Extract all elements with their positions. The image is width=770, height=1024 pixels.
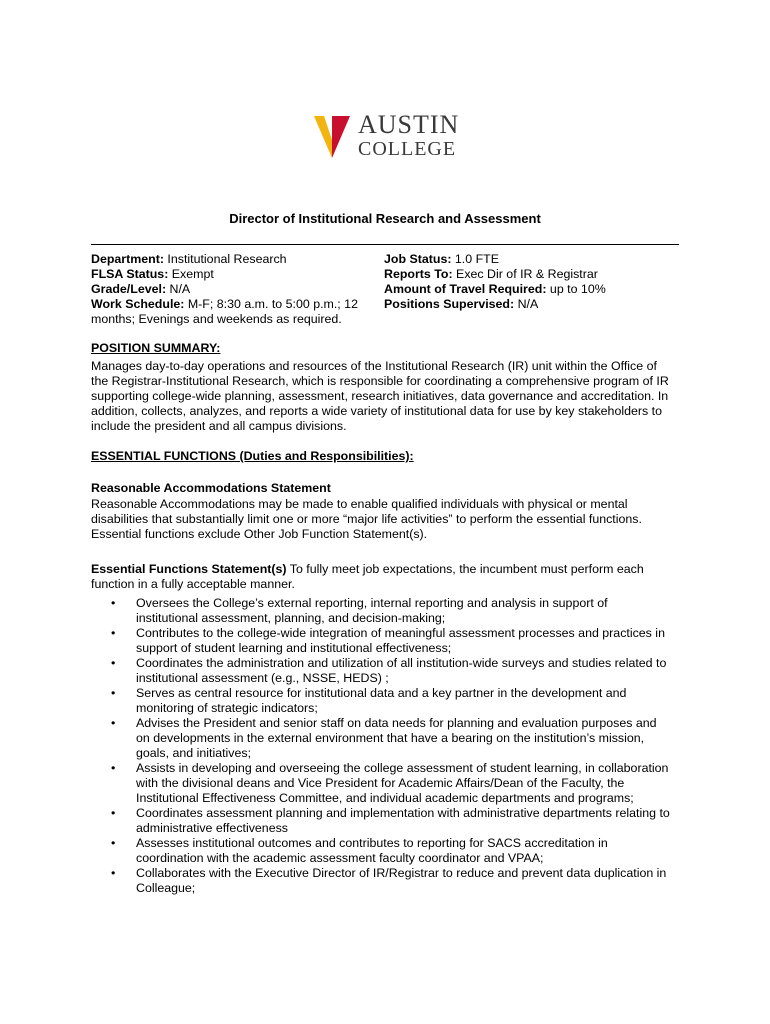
list-item: • Oversees the College’s external reporting, internal reporting and analysis in support of institutional assessment, planning, and decision-making; <box>111 596 608 625</box>
position-summary-text <box>91 359 669 434</box>
logo-college-text: COLLEGE <box>358 138 457 160</box>
functions-statement-line2: function in a fully acceptable manner. <box>91 577 295 591</box>
department-label: Department: <box>91 252 164 266</box>
job-status-value: 1.0 FTE <box>451 252 499 266</box>
positions-supervised-value: N/A <box>514 297 539 311</box>
schedule-value-line2: months; Evenings and weekends as required. <box>91 312 342 326</box>
department-value: Institutional Research <box>163 252 287 266</box>
functions-statement-text: To fully meet job expectations, the incumbent must perform each <box>286 562 644 576</box>
accommodations-heading: Reasonable Accommodations Statement <box>91 481 331 495</box>
page-title: Director of Institutional Research and Assessment <box>229 211 541 226</box>
accommodations-line: Essential functions exclude Other Job Function Statement(s). <box>91 527 428 541</box>
positions-supervised-label: Positions Supervised: <box>384 297 515 311</box>
schedule-label: Work Schedule: <box>91 297 185 311</box>
summary-line: the Registrar-Institutional Research, which is responsible for coordinating a comprehensive program of IR <box>91 374 669 388</box>
reports-to-label: Reports To: <box>384 267 453 281</box>
austin-college-logo <box>312 112 462 166</box>
functions-statement <box>91 562 644 592</box>
list-item: • Coordinates the administration and utilization of all institution-wide surveys and studies related to institutional assessment (e.g., NSSE, HEDS) ; <box>111 656 667 685</box>
list-item: • Assists in developing and overseeing the college assessment of student learning, in collaboration with the divisional deans and Vice President for Academic Affairs/Dean of the Faculty, the Institutional Effectiveness Committee, and individual academic departments and programs; <box>111 761 669 805</box>
accommodations-line: disabilities that substantially limit one or more “major life activities” to perform the essential functions. <box>91 512 642 526</box>
job-details-right <box>384 252 606 312</box>
list-item: • Collaborates with the Executive Director of IR/Registrar to reduce and prevent data duplication in Colleague; <box>111 866 667 895</box>
grade-value: N/A <box>166 282 191 296</box>
flsa-value: Exempt <box>168 267 214 281</box>
travel-value: up to 10% <box>546 282 606 296</box>
functions-statement-heading: Essential Functions Statement(s) <box>91 562 287 576</box>
list-item: • Contributes to the college-wide integration of meaningful assessment processes and practices in support of student learning and institutional effectiveness; <box>111 626 665 655</box>
list-item: • Assesses institutional outcomes and contributes to reporting for SACS accreditation in coordination with the academic assessment faculty coordinator and VPAA; <box>111 836 608 865</box>
job-status-label: Job Status: <box>384 252 452 266</box>
job-details-left <box>91 252 358 327</box>
logo-austin-text: AUSTIN <box>358 110 460 139</box>
list-item: • Advises the President and senior staff on data needs for planning and evaluation purposes and on developments in the external environment that have a bearing on the institution’s mission, goals, and initiatives; <box>111 716 657 760</box>
title-divider <box>91 244 679 245</box>
summary-line: include the president and all campus divisions. <box>91 419 347 433</box>
schedule-value: M-F; 8:30 a.m. to 5:00 p.m.; 12 <box>184 297 358 311</box>
essential-functions-list <box>91 596 670 896</box>
position-summary-heading: POSITION SUMMARY: <box>91 341 221 355</box>
travel-label: Amount of Travel Required: <box>384 282 547 296</box>
accommodations-text <box>91 497 642 542</box>
flsa-label: FLSA Status: <box>91 267 169 281</box>
summary-line: addition, collects, analyzes, and reports a wide variety of institutional data for use by key stakeholders to <box>91 404 662 418</box>
summary-line: Manages day-to-day operations and resources of the Institutional Research (IR) unit within the Office of <box>91 359 657 373</box>
reports-to-value: Exec Dir of IR & Registrar <box>452 267 598 281</box>
list-item: • Coordinates assessment planning and implementation with administrative departments relating to administrative effectiveness <box>111 806 670 835</box>
grade-label: Grade/Level: <box>91 282 167 296</box>
shield-icon <box>312 112 352 162</box>
essential-functions-heading: ESSENTIAL FUNCTIONS (Duties and Responsibilities): <box>91 449 414 463</box>
list-item: • Serves as central resource for institutional data and a key partner in the development and monitoring of strategic indicators; <box>111 686 627 715</box>
accommodations-line: Reasonable Accommodations may be made to enable qualified individuals with physical or mental <box>91 497 628 511</box>
summary-line: supporting college-wide planning, assessment, research initiatives, data governance and accreditation. In <box>91 389 669 403</box>
